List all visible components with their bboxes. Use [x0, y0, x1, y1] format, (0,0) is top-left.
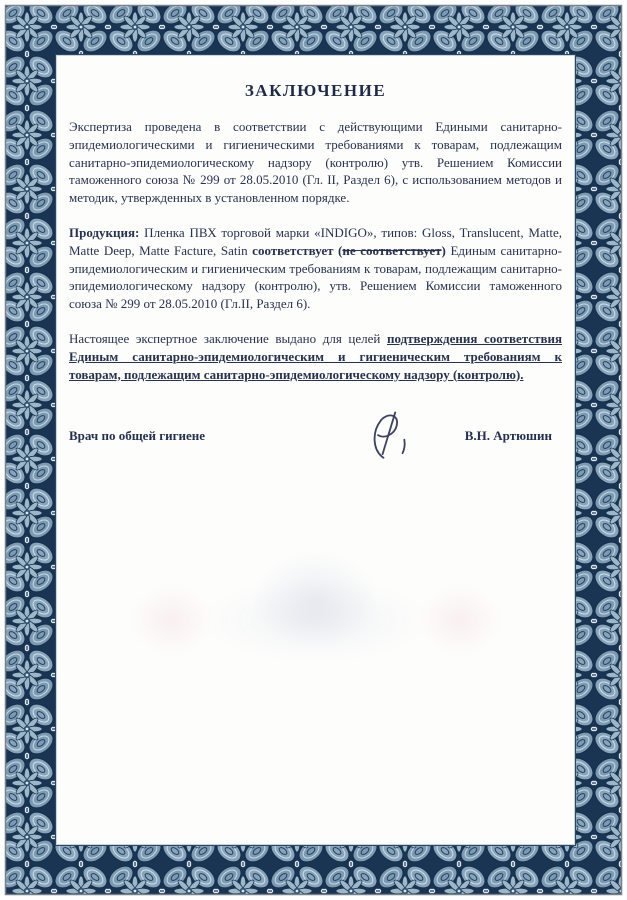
- signer-role: Врач по общей гигиене: [69, 428, 206, 444]
- product-label: Продукция:: [69, 224, 140, 240]
- signature-row: [69, 407, 562, 465]
- conclusion-emphasis: подтверждения соответствия Единым санитарно-эпидемиологическим и гигиеническим требованиям к товарам, подлежащим санитарно-эпидемиологическому надзору (контролю).: [69, 330, 562, 382]
- signer-name: В.Н. Артюшин: [464, 428, 552, 444]
- verdict-kept: соответствует (: [252, 242, 343, 258]
- faint-watermark: [126, 510, 505, 710]
- product-requirements: Единым санитарно-эпидемиологическим и гигиеническим требованиям к товарам, подлежащим санитарно-эпидемиологическому надзору (контролю), утв. Решением Комиссии таможенного союза № 299 от 28.05.2010 (Гл.II, Раздел 6).: [69, 242, 562, 312]
- paragraph-product: [69, 224, 562, 313]
- document-sheet: [55, 54, 576, 846]
- product-description: Пленка ПВХ торговой марки «INDIGO», типов: Gloss, Translucent, Matte, Matte Deep, Matte Facture, Satin: [69, 224, 562, 258]
- verdict-struck: не соответствует: [342, 242, 442, 258]
- paragraph-conclusion: [69, 330, 562, 383]
- document-title: ЗАКЛЮЧЕНИЕ: [244, 81, 387, 100]
- verdict-close: ): [441, 242, 446, 258]
- handwritten-signature-icon: [357, 407, 419, 465]
- paragraph-expertise: [69, 118, 562, 207]
- conclusion-lead: Настоящее экспертное заключение выдано для целей: [69, 330, 387, 346]
- expertise-text: Экспертиза проведена в соответствии с действующими Едиными санитарно-эпидемиологическими и гигиеническими требованиями к товарам, подлежащим санитарно-эпидемиологическому надзору (контролю) утв. Решением Комиссии таможенного союза № 299 от 28.05.2010 (Гл. II, Раздел 6), с использованием методов и методик, утвержденных в установленном порядке.: [69, 119, 562, 206]
